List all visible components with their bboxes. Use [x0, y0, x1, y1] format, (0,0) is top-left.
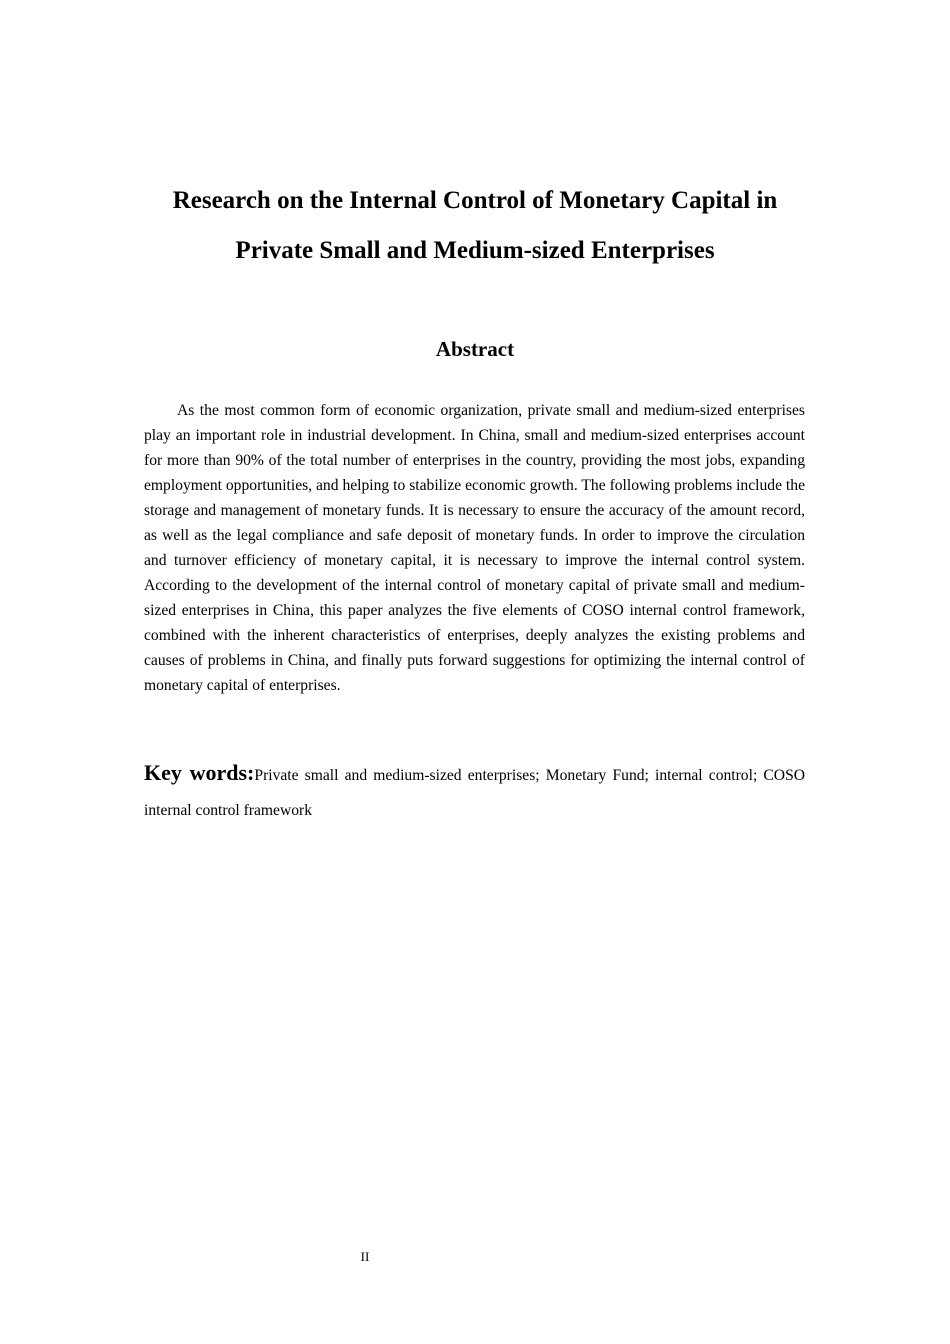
paper-title-line-2: Private Small and Medium-sized Enterprises	[235, 237, 715, 264]
keywords-section	[144, 755, 805, 828]
abstract-body: As the most common form of economic organization, private small and medium-sized enterprises play an important role in industrial development. In China, small and medium-sized enterprises account for more than 90% of the total number of enterprises in the country, providing the most jobs, expanding employment opportunities, and helping to stabilize economic growth. The following problems include the storage and management of monetary funds. It is necessary to ensure the accuracy of the amount record, as well as the legal compliance and safe deposit of monetary funds. In order to improve the circulation and turnover efficiency of monetary capital, it is necessary to improve the internal control system. According to the development of the internal control of monetary capital of private small and medium-sized enterprises in China, this paper analyzes the five elements of COSO internal control framework, combined with the inherent characteristics of enterprises, deeply analyzes the existing problems and causes of problems in China, and finally puts forward suggestions for optimizing the internal control of monetary capital of enterprises.	[144, 402, 805, 694]
keywords-text: Private small and medium-sized enterprises; Monetary Fund; internal control; COSO internal control framework	[144, 767, 806, 819]
page-number: II	[360, 1249, 370, 1264]
keywords-label: Key words:	[144, 760, 255, 785]
abstract-heading: Abstract	[435, 337, 515, 361]
paper-title-line-1: Research on the Internal Control of Monetary Capital in	[172, 187, 778, 214]
paper-title	[140, 176, 810, 276]
